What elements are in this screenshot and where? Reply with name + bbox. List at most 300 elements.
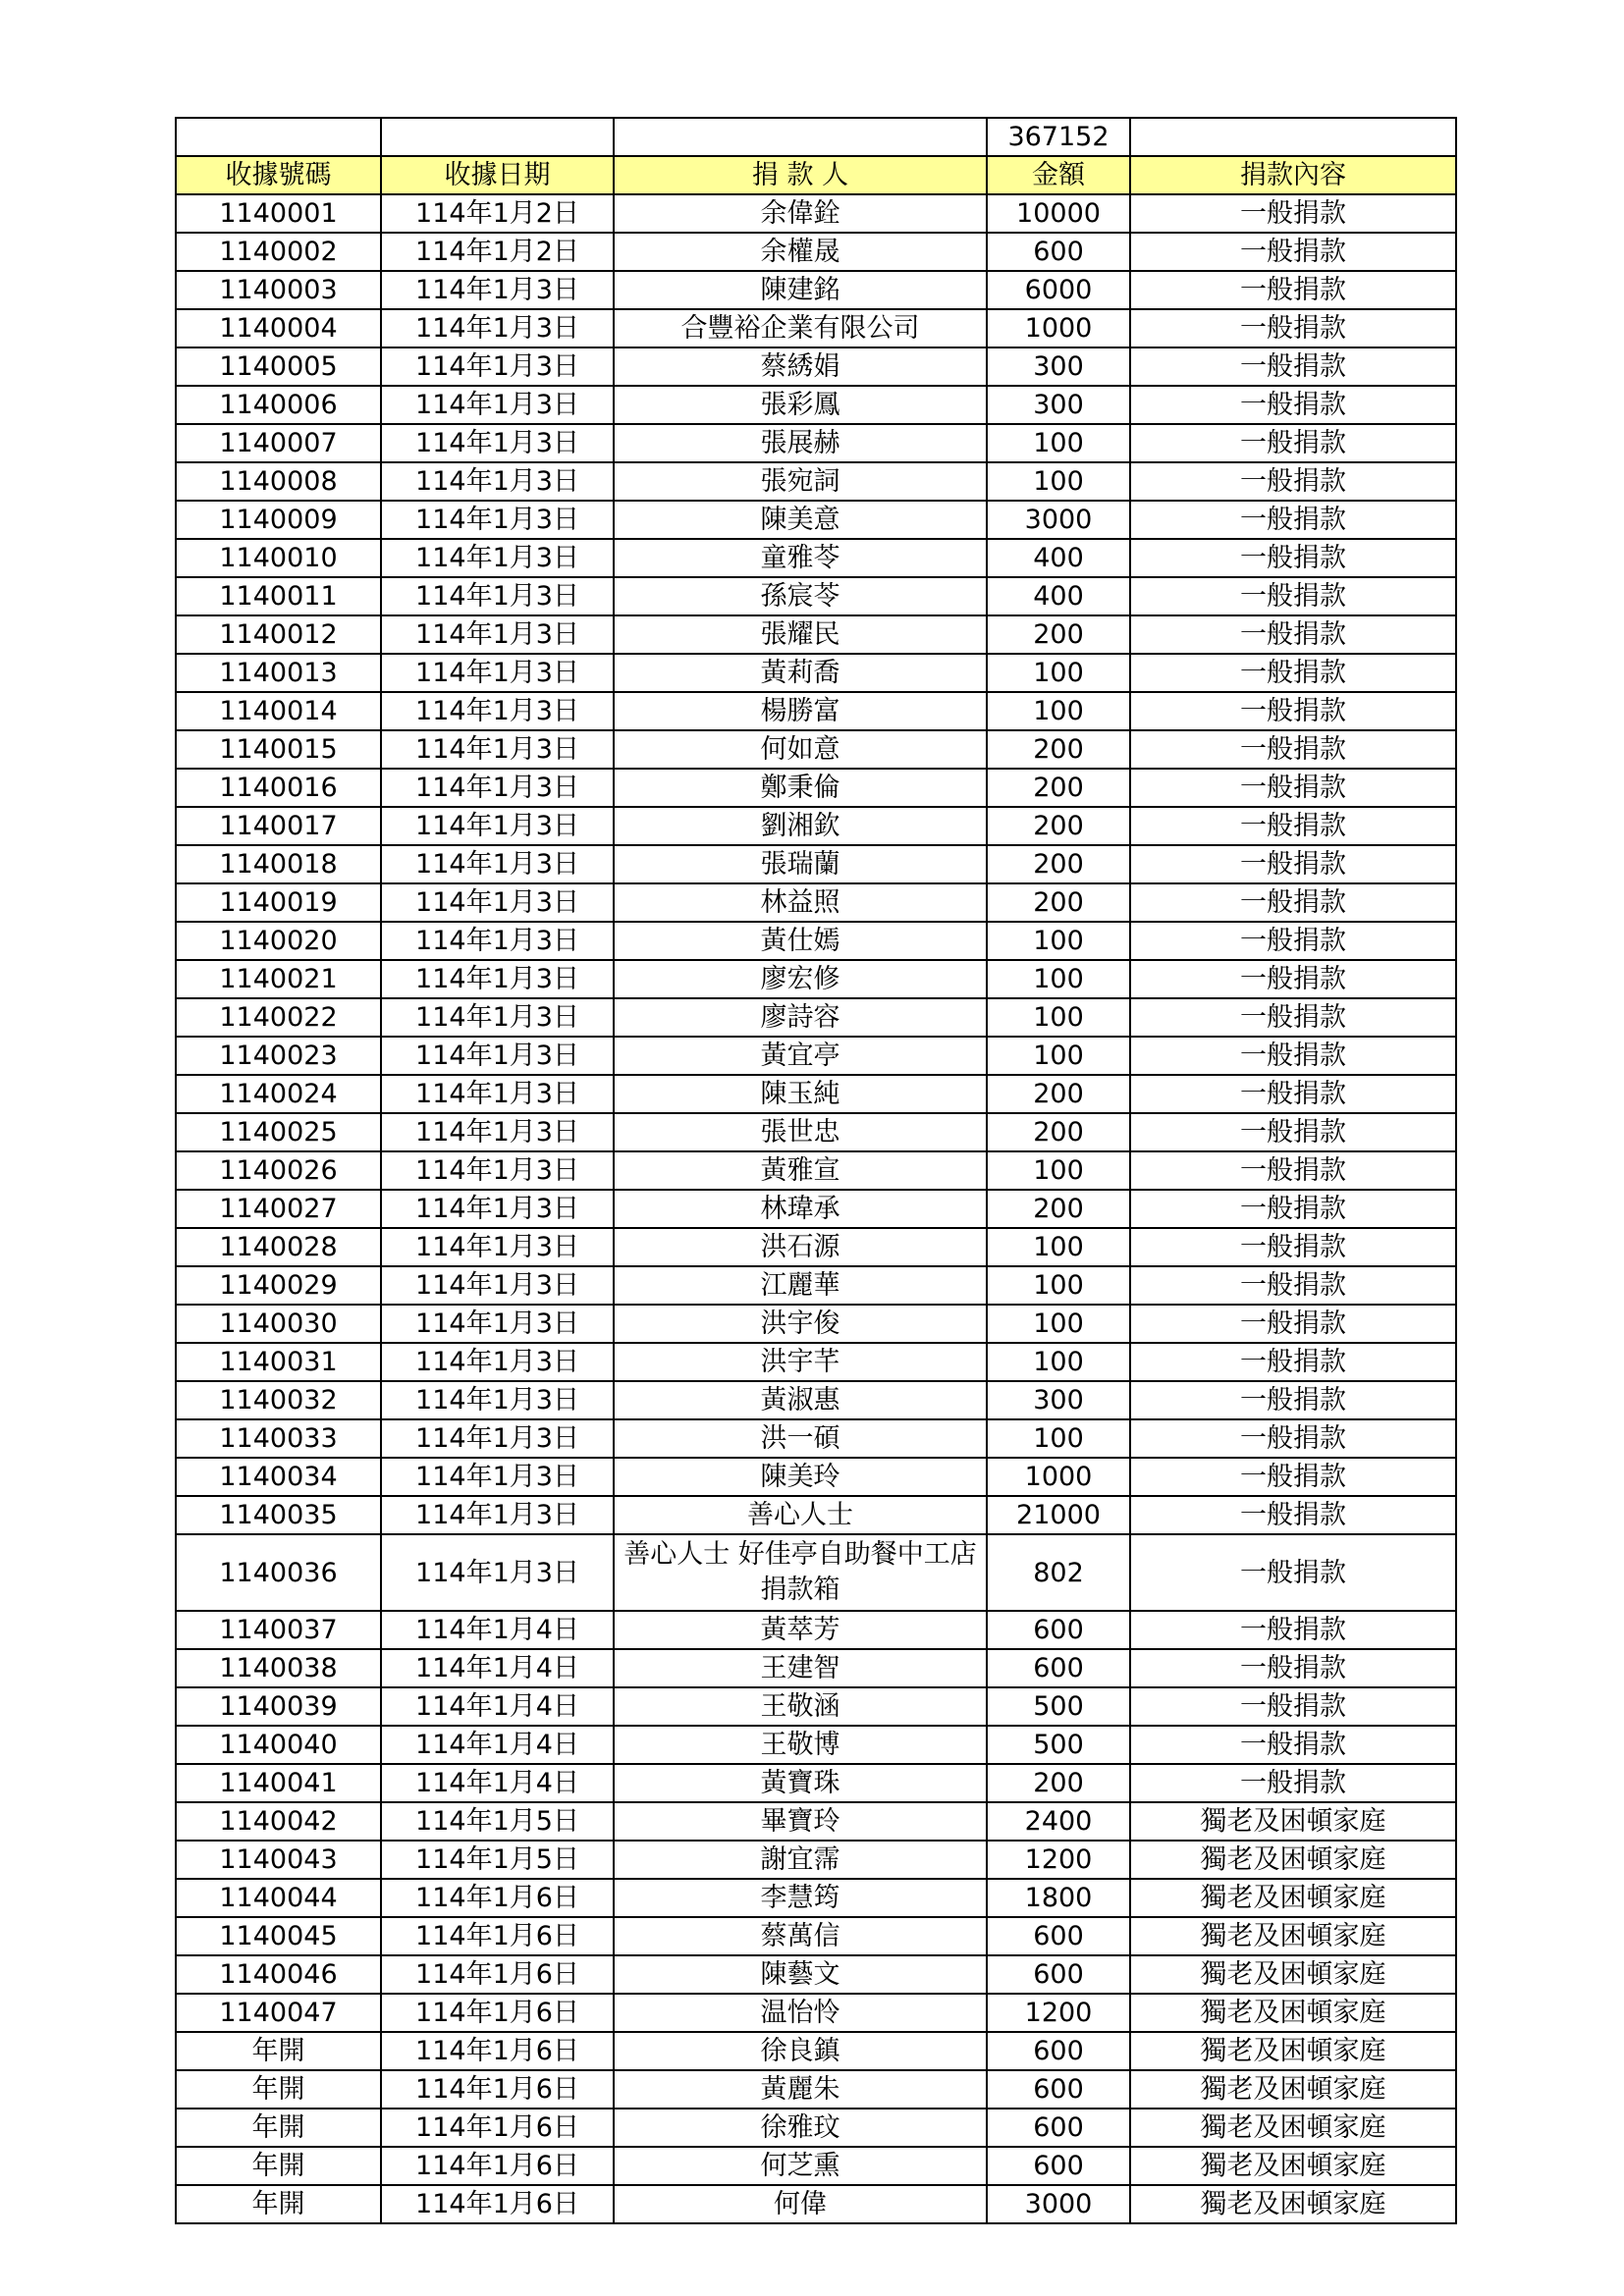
table-row xyxy=(176,1764,1456,1802)
receipt-date-cell: 114年1月3日 xyxy=(381,271,614,309)
table-row xyxy=(176,309,1456,347)
donation-type-cell: 一般捐款 xyxy=(1130,347,1456,386)
donor-cell: 李慧筠 xyxy=(614,1879,987,1917)
receipt-number-cell: 1140042 xyxy=(176,1802,381,1841)
table-row xyxy=(176,1611,1456,1649)
amount-cell: 200 xyxy=(987,883,1130,922)
amount-cell: 200 xyxy=(987,1190,1130,1228)
amount-cell: 200 xyxy=(987,769,1130,807)
header-receipt-date: 收據日期 xyxy=(381,156,614,194)
amount-cell: 1800 xyxy=(987,1879,1130,1917)
donation-type-cell: 一般捐款 xyxy=(1130,1343,1456,1381)
donor-cell: 徐雅玟 xyxy=(614,2109,987,2147)
receipt-number-cell: 1140013 xyxy=(176,654,381,692)
amount-cell: 600 xyxy=(987,1955,1130,1994)
amount-cell: 10000 xyxy=(987,194,1130,233)
amount-cell: 400 xyxy=(987,539,1130,577)
receipt-date-cell: 114年1月3日 xyxy=(381,1305,614,1343)
table-row xyxy=(176,1955,1456,1994)
donation-type-cell: 一般捐款 xyxy=(1130,1534,1456,1611)
table-row xyxy=(176,1419,1456,1458)
receipt-number-cell: 1140023 xyxy=(176,1037,381,1075)
donation-type-cell: 一般捐款 xyxy=(1130,730,1456,769)
table-row xyxy=(176,1305,1456,1343)
table-row xyxy=(176,1687,1456,1726)
donation-type-cell: 一般捐款 xyxy=(1130,462,1456,501)
total-row xyxy=(176,118,1456,156)
receipt-date-cell: 114年1月4日 xyxy=(381,1687,614,1726)
receipt-date-cell: 114年1月4日 xyxy=(381,1649,614,1687)
table-row xyxy=(176,233,1456,271)
receipt-number-cell: 1140015 xyxy=(176,730,381,769)
table-row xyxy=(176,845,1456,883)
donation-type-cell: 一般捐款 xyxy=(1130,1190,1456,1228)
receipt-date-cell: 114年1月3日 xyxy=(381,730,614,769)
amount-cell: 600 xyxy=(987,233,1130,271)
donor-cell: 張瑞蘭 xyxy=(614,845,987,883)
receipt-date-cell: 114年1月4日 xyxy=(381,1611,614,1649)
donor-cell: 黃莉喬 xyxy=(614,654,987,692)
donation-type-cell: 獨老及困頓家庭 xyxy=(1130,2147,1456,2185)
donor-cell: 廖宏修 xyxy=(614,960,987,998)
donation-type-cell: 獨老及困頓家庭 xyxy=(1130,2109,1456,2147)
donation-type-cell: 獨老及困頓家庭 xyxy=(1130,1841,1456,1879)
amount-cell: 6000 xyxy=(987,271,1130,309)
receipt-date-cell: 114年1月3日 xyxy=(381,501,614,539)
donation-type-cell: 一般捐款 xyxy=(1130,1458,1456,1496)
receipt-number-cell: 1140037 xyxy=(176,1611,381,1649)
donor-cell: 陳藝文 xyxy=(614,1955,987,1994)
donor-cell: 劉湘欽 xyxy=(614,807,987,845)
donation-type-cell: 一般捐款 xyxy=(1130,1075,1456,1113)
receipt-date-cell: 114年1月3日 xyxy=(381,309,614,347)
donor-cell: 童雅苓 xyxy=(614,539,987,577)
amount-cell: 200 xyxy=(987,1113,1130,1151)
donation-type-cell: 一般捐款 xyxy=(1130,1726,1456,1764)
donation-type-cell: 獨老及困頓家庭 xyxy=(1130,1994,1456,2032)
donation-type-cell: 一般捐款 xyxy=(1130,1419,1456,1458)
donor-cell: 洪宇俊 xyxy=(614,1305,987,1343)
amount-cell: 300 xyxy=(987,347,1130,386)
amount-cell: 100 xyxy=(987,1343,1130,1381)
table-row xyxy=(176,2109,1456,2147)
table-row xyxy=(176,577,1456,615)
donation-type-cell: 一般捐款 xyxy=(1130,1764,1456,1802)
receipt-number-cell: 1140014 xyxy=(176,692,381,730)
donor-cell: 王建智 xyxy=(614,1649,987,1687)
receipt-date-cell: 114年1月3日 xyxy=(381,577,614,615)
donation-type-cell: 一般捐款 xyxy=(1130,501,1456,539)
header-row xyxy=(176,156,1456,194)
table-row xyxy=(176,1458,1456,1496)
donation-type-cell: 一般捐款 xyxy=(1130,998,1456,1037)
donor-cell: 洪石源 xyxy=(614,1228,987,1266)
table-row xyxy=(176,271,1456,309)
donation-type-cell: 一般捐款 xyxy=(1130,769,1456,807)
donation-type-cell: 獨老及困頓家庭 xyxy=(1130,1802,1456,1841)
donor-cell: 黃仕嫣 xyxy=(614,922,987,960)
donation-type-cell: 獨老及困頓家庭 xyxy=(1130,1917,1456,1955)
donation-type-cell: 獨老及困頓家庭 xyxy=(1130,1879,1456,1917)
receipt-number-cell: 1140030 xyxy=(176,1305,381,1343)
donor-cell: 廖詩容 xyxy=(614,998,987,1037)
donation-type-cell: 一般捐款 xyxy=(1130,1687,1456,1726)
table-row xyxy=(176,2070,1456,2109)
receipt-number-cell: 1140025 xyxy=(176,1113,381,1151)
receipt-date-cell: 114年1月3日 xyxy=(381,807,614,845)
receipt-number-cell: 1140038 xyxy=(176,1649,381,1687)
receipt-number-cell: 1140024 xyxy=(176,1075,381,1113)
donation-type-cell: 一般捐款 xyxy=(1130,271,1456,309)
receipt-date-cell: 114年1月6日 xyxy=(381,1917,614,1955)
receipt-date-cell: 114年1月3日 xyxy=(381,1419,614,1458)
receipt-number-cell: 1140033 xyxy=(176,1419,381,1458)
receipt-date-cell: 114年1月6日 xyxy=(381,2109,614,2147)
table-row xyxy=(176,1266,1456,1305)
amount-cell: 300 xyxy=(987,386,1130,424)
receipt-date-cell: 114年1月3日 xyxy=(381,1228,614,1266)
receipt-date-cell: 114年1月6日 xyxy=(381,1955,614,1994)
donation-type-cell: 一般捐款 xyxy=(1130,1037,1456,1075)
receipt-number-cell: 年開 xyxy=(176,2070,381,2109)
donation-type-cell: 一般捐款 xyxy=(1130,577,1456,615)
receipt-date-cell: 114年1月3日 xyxy=(381,845,614,883)
donor-cell: 温怡怜 xyxy=(614,1994,987,2032)
amount-cell: 200 xyxy=(987,845,1130,883)
donor-cell: 江麗華 xyxy=(614,1266,987,1305)
receipt-number-cell: 1140045 xyxy=(176,1917,381,1955)
donation-type-cell: 一般捐款 xyxy=(1130,1381,1456,1419)
amount-cell: 100 xyxy=(987,922,1130,960)
donor-cell: 善心人士 好佳亭自助餐中工店捐款箱 xyxy=(614,1534,987,1611)
table-row xyxy=(176,462,1456,501)
donor-cell: 洪宇芊 xyxy=(614,1343,987,1381)
donation-type-cell: 一般捐款 xyxy=(1130,960,1456,998)
receipt-number-cell: 1140046 xyxy=(176,1955,381,1994)
receipt-number-cell: 1140007 xyxy=(176,424,381,462)
donor-cell: 蔡萬信 xyxy=(614,1917,987,1955)
receipt-date-cell: 114年1月2日 xyxy=(381,194,614,233)
amount-cell: 100 xyxy=(987,998,1130,1037)
table-row xyxy=(176,501,1456,539)
donation-type-cell: 一般捐款 xyxy=(1130,1496,1456,1534)
receipt-date-cell: 114年1月3日 xyxy=(381,1343,614,1381)
table-row xyxy=(176,1496,1456,1534)
donor-cell: 孫宸苓 xyxy=(614,577,987,615)
receipt-number-cell: 1140043 xyxy=(176,1841,381,1879)
amount-cell: 2400 xyxy=(987,1802,1130,1841)
amount-cell: 1000 xyxy=(987,309,1130,347)
receipt-date-cell: 114年1月3日 xyxy=(381,347,614,386)
donation-type-cell: 一般捐款 xyxy=(1130,883,1456,922)
amount-cell: 100 xyxy=(987,654,1130,692)
donation-type-cell: 一般捐款 xyxy=(1130,807,1456,845)
amount-cell: 100 xyxy=(987,1419,1130,1458)
table-row xyxy=(176,1649,1456,1687)
table-row xyxy=(176,654,1456,692)
receipt-date-cell: 114年1月3日 xyxy=(381,883,614,922)
donor-cell: 陳玉純 xyxy=(614,1075,987,1113)
donor-cell: 徐良鎮 xyxy=(614,2032,987,2070)
table-row xyxy=(176,2032,1456,2070)
receipt-date-cell: 114年1月3日 xyxy=(381,539,614,577)
receipt-number-cell: 1140039 xyxy=(176,1687,381,1726)
receipt-date-cell: 114年1月3日 xyxy=(381,1496,614,1534)
donor-cell: 張世忠 xyxy=(614,1113,987,1151)
donor-cell: 陳建銘 xyxy=(614,271,987,309)
receipt-date-cell: 114年1月6日 xyxy=(381,1879,614,1917)
amount-cell: 100 xyxy=(987,424,1130,462)
table-row xyxy=(176,960,1456,998)
receipt-number-cell: 1140002 xyxy=(176,233,381,271)
donation-type-cell: 一般捐款 xyxy=(1130,424,1456,462)
total-row-blank-cell xyxy=(176,118,381,156)
receipt-number-cell: 年開 xyxy=(176,2032,381,2070)
receipt-number-cell: 1140032 xyxy=(176,1381,381,1419)
donation-type-cell: 一般捐款 xyxy=(1130,615,1456,654)
amount-cell: 600 xyxy=(987,2109,1130,2147)
table-row xyxy=(176,769,1456,807)
amount-cell: 100 xyxy=(987,1266,1130,1305)
donor-cell: 洪一碩 xyxy=(614,1419,987,1458)
donor-cell: 善心人士 xyxy=(614,1496,987,1534)
donor-cell: 黃麗朱 xyxy=(614,2070,987,2109)
receipt-date-cell: 114年1月3日 xyxy=(381,692,614,730)
receipt-number-cell: 1140003 xyxy=(176,271,381,309)
donor-cell: 何如意 xyxy=(614,730,987,769)
donor-cell: 黃宜亭 xyxy=(614,1037,987,1075)
total-amount: 367152 xyxy=(987,118,1130,156)
amount-cell: 200 xyxy=(987,1764,1130,1802)
receipt-date-cell: 114年1月3日 xyxy=(381,1266,614,1305)
donation-type-cell: 一般捐款 xyxy=(1130,194,1456,233)
donation-type-cell: 一般捐款 xyxy=(1130,386,1456,424)
amount-cell: 600 xyxy=(987,2147,1130,2185)
receipt-number-cell: 1140011 xyxy=(176,577,381,615)
table-row xyxy=(176,730,1456,769)
donation-type-cell: 一般捐款 xyxy=(1130,1113,1456,1151)
donation-type-cell: 一般捐款 xyxy=(1130,1305,1456,1343)
donor-cell: 林瑋承 xyxy=(614,1190,987,1228)
amount-cell: 200 xyxy=(987,615,1130,654)
donation-type-cell: 一般捐款 xyxy=(1130,309,1456,347)
amount-cell: 100 xyxy=(987,1305,1130,1343)
table-row xyxy=(176,347,1456,386)
receipt-number-cell: 1140010 xyxy=(176,539,381,577)
table-row xyxy=(176,194,1456,233)
donor-cell: 林益照 xyxy=(614,883,987,922)
receipt-number-cell: 1140017 xyxy=(176,807,381,845)
donation-type-cell: 獨老及困頓家庭 xyxy=(1130,2185,1456,2223)
receipt-date-cell: 114年1月3日 xyxy=(381,769,614,807)
table-row xyxy=(176,1228,1456,1266)
receipt-date-cell: 114年1月3日 xyxy=(381,1037,614,1075)
donor-cell: 張展赫 xyxy=(614,424,987,462)
donation-type-cell: 一般捐款 xyxy=(1130,692,1456,730)
donor-cell: 合豐裕企業有限公司 xyxy=(614,309,987,347)
receipt-date-cell: 114年1月3日 xyxy=(381,1113,614,1151)
receipt-number-cell: 1140044 xyxy=(176,1879,381,1917)
table-row xyxy=(176,615,1456,654)
donation-type-cell: 獨老及困頓家庭 xyxy=(1130,2032,1456,2070)
receipt-date-cell: 114年1月3日 xyxy=(381,1190,614,1228)
receipt-number-cell: 1140020 xyxy=(176,922,381,960)
donor-cell: 楊勝富 xyxy=(614,692,987,730)
donation-type-cell: 一般捐款 xyxy=(1130,1266,1456,1305)
amount-cell: 300 xyxy=(987,1381,1130,1419)
donor-cell: 余權晟 xyxy=(614,233,987,271)
header-amount: 金額 xyxy=(987,156,1130,194)
receipt-date-cell: 114年1月3日 xyxy=(381,654,614,692)
receipt-number-cell: 1140040 xyxy=(176,1726,381,1764)
receipt-date-cell: 114年1月4日 xyxy=(381,1726,614,1764)
donation-type-cell: 一般捐款 xyxy=(1130,233,1456,271)
table-row xyxy=(176,998,1456,1037)
receipt-number-cell: 1140028 xyxy=(176,1228,381,1266)
receipt-number-cell: 1140016 xyxy=(176,769,381,807)
receipt-date-cell: 114年1月6日 xyxy=(381,2032,614,2070)
receipt-date-cell: 114年1月3日 xyxy=(381,386,614,424)
amount-cell: 100 xyxy=(987,692,1130,730)
donor-cell: 黃雅宣 xyxy=(614,1151,987,1190)
amount-cell: 1000 xyxy=(987,1458,1130,1496)
receipt-number-cell: 1140029 xyxy=(176,1266,381,1305)
table-row xyxy=(176,1113,1456,1151)
table-row xyxy=(176,1534,1456,1611)
receipt-number-cell: 1140001 xyxy=(176,194,381,233)
receipt-date-cell: 114年1月6日 xyxy=(381,2070,614,2109)
donor-cell: 何芝熏 xyxy=(614,2147,987,2185)
donation-type-cell: 一般捐款 xyxy=(1130,1611,1456,1649)
donor-cell: 蔡綉娟 xyxy=(614,347,987,386)
receipt-number-cell: 1140018 xyxy=(176,845,381,883)
table-row xyxy=(176,1917,1456,1955)
donor-cell: 黃寶珠 xyxy=(614,1764,987,1802)
receipt-number-cell: 1140021 xyxy=(176,960,381,998)
receipt-date-cell: 114年1月6日 xyxy=(381,2147,614,2185)
receipt-date-cell: 114年1月3日 xyxy=(381,424,614,462)
amount-cell: 1200 xyxy=(987,1994,1130,2032)
receipt-date-cell: 114年1月3日 xyxy=(381,998,614,1037)
table-row xyxy=(176,424,1456,462)
receipt-number-cell: 1140009 xyxy=(176,501,381,539)
total-row-blank-cell xyxy=(1130,118,1456,156)
donation-type-cell: 獨老及困頓家庭 xyxy=(1130,2070,1456,2109)
receipt-number-cell: 1140035 xyxy=(176,1496,381,1534)
receipt-number-cell: 1140019 xyxy=(176,883,381,922)
donor-cell: 余偉銓 xyxy=(614,194,987,233)
donor-cell: 鄭秉倫 xyxy=(614,769,987,807)
receipt-number-cell: 1140006 xyxy=(176,386,381,424)
receipt-date-cell: 114年1月3日 xyxy=(381,462,614,501)
amount-cell: 600 xyxy=(987,1917,1130,1955)
table-row xyxy=(176,692,1456,730)
receipt-date-cell: 114年1月3日 xyxy=(381,1458,614,1496)
receipt-number-cell: 1140008 xyxy=(176,462,381,501)
table-row xyxy=(176,883,1456,922)
table-row xyxy=(176,1151,1456,1190)
donor-cell: 張宛詞 xyxy=(614,462,987,501)
header-receipt-number: 收據號碼 xyxy=(176,156,381,194)
amount-cell: 1200 xyxy=(987,1841,1130,1879)
total-row-blank-cell xyxy=(381,118,614,156)
receipt-date-cell: 114年1月3日 xyxy=(381,922,614,960)
receipt-number-cell: 1140031 xyxy=(176,1343,381,1381)
donor-cell: 黃萃芳 xyxy=(614,1611,987,1649)
receipt-number-cell: 年開 xyxy=(176,2109,381,2147)
donation-type-cell: 一般捐款 xyxy=(1130,1151,1456,1190)
amount-cell: 100 xyxy=(987,1037,1130,1075)
donor-cell: 王敬博 xyxy=(614,1726,987,1764)
table-row xyxy=(176,1802,1456,1841)
amount-cell: 500 xyxy=(987,1726,1130,1764)
amount-cell: 600 xyxy=(987,1649,1130,1687)
receipt-number-cell: 1140027 xyxy=(176,1190,381,1228)
amount-cell: 100 xyxy=(987,960,1130,998)
table-row xyxy=(176,1841,1456,1879)
amount-cell: 600 xyxy=(987,2070,1130,2109)
receipt-date-cell: 114年1月3日 xyxy=(381,1534,614,1611)
amount-cell: 21000 xyxy=(987,1496,1130,1534)
donor-cell: 陳美意 xyxy=(614,501,987,539)
receipt-date-cell: 114年1月6日 xyxy=(381,1994,614,2032)
donation-type-cell: 一般捐款 xyxy=(1130,1649,1456,1687)
donor-cell: 張彩鳳 xyxy=(614,386,987,424)
table-row xyxy=(176,807,1456,845)
receipt-number-cell: 年開 xyxy=(176,2147,381,2185)
receipt-date-cell: 114年1月3日 xyxy=(381,1075,614,1113)
donation-type-cell: 一般捐款 xyxy=(1130,922,1456,960)
receipt-date-cell: 114年1月4日 xyxy=(381,1764,614,1802)
receipt-number-cell: 1140026 xyxy=(176,1151,381,1190)
table-row xyxy=(176,1075,1456,1113)
donation-table xyxy=(175,117,1457,2224)
donation-table-body xyxy=(176,118,1456,2223)
receipt-date-cell: 114年1月3日 xyxy=(381,615,614,654)
donor-cell: 王敬涵 xyxy=(614,1687,987,1726)
receipt-number-cell: 1140005 xyxy=(176,347,381,386)
amount-cell: 500 xyxy=(987,1687,1130,1726)
header-donation-type: 捐款內容 xyxy=(1130,156,1456,194)
donor-cell: 黃淑惠 xyxy=(614,1381,987,1419)
table-row xyxy=(176,1879,1456,1917)
header-donor: 捐 款 人 xyxy=(614,156,987,194)
receipt-number-cell: 1140041 xyxy=(176,1764,381,1802)
amount-cell: 100 xyxy=(987,462,1130,501)
receipt-number-cell: 1140004 xyxy=(176,309,381,347)
table-row xyxy=(176,1726,1456,1764)
table-row xyxy=(176,386,1456,424)
table-row xyxy=(176,1037,1456,1075)
table-row xyxy=(176,1190,1456,1228)
table-row xyxy=(176,2147,1456,2185)
table-row xyxy=(176,1343,1456,1381)
donor-cell: 何偉 xyxy=(614,2185,987,2223)
receipt-number-cell: 1140012 xyxy=(176,615,381,654)
amount-cell: 200 xyxy=(987,1075,1130,1113)
receipt-number-cell: 1140034 xyxy=(176,1458,381,1496)
receipt-number-cell: 1140036 xyxy=(176,1534,381,1611)
amount-cell: 802 xyxy=(987,1534,1130,1611)
amount-cell: 400 xyxy=(987,577,1130,615)
donation-type-cell: 一般捐款 xyxy=(1130,845,1456,883)
total-row-blank-cell xyxy=(614,118,987,156)
amount-cell: 3000 xyxy=(987,2185,1130,2223)
receipt-date-cell: 114年1月5日 xyxy=(381,1802,614,1841)
table-row xyxy=(176,2185,1456,2223)
amount-cell: 200 xyxy=(987,730,1130,769)
donation-type-cell: 一般捐款 xyxy=(1130,539,1456,577)
